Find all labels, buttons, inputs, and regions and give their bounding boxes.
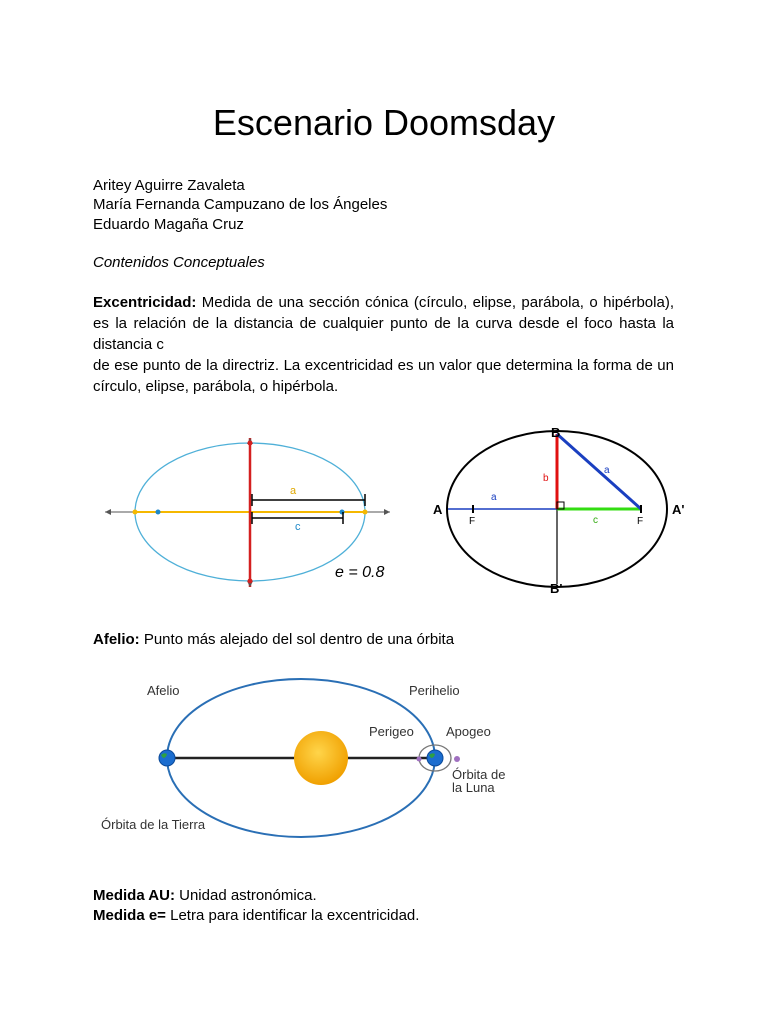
label-perihelio: Perihelio <box>409 683 460 698</box>
label-apogeo: Apogeo <box>446 724 491 739</box>
term-medida-e: Medida e= <box>93 907 166 924</box>
author-2: María Fernanda Campuzano de los Ángeles <box>93 196 388 213</box>
label-B-prime: B' <box>550 581 563 596</box>
section-heading: Contenidos Conceptuales <box>93 254 265 271</box>
moon-perigee <box>417 757 422 762</box>
vertex-bottom <box>248 579 253 584</box>
label-F-right: F <box>637 516 644 527</box>
label-F-left: F <box>469 516 476 527</box>
earth-orbit-figure <box>95 675 525 840</box>
label-a: a <box>290 485 297 497</box>
label-orbita-luna-2: la Luna <box>452 780 495 795</box>
label-A: A <box>433 502 443 517</box>
x-axis-arrow-right <box>384 509 390 515</box>
term-medida-au: Medida AU: <box>93 887 175 904</box>
author-3: Eduardo Magaña Cruz <box>93 216 244 233</box>
label-B: B <box>551 425 561 440</box>
label-c-green: c <box>593 515 598 526</box>
x-axis-arrow-left <box>105 509 111 515</box>
hypotenuse-a <box>557 434 641 509</box>
label-a-hypotenuse: a <box>604 465 610 476</box>
label-afelio: Afelio <box>147 683 180 698</box>
author-1: Aritey Aguirre Zavaleta <box>93 177 245 194</box>
label-c: c <box>295 521 301 533</box>
label-A-prime: A' <box>672 502 685 517</box>
eccentricity-equation: e = 0.8 <box>335 564 385 581</box>
term-afelio: Afelio: <box>93 631 140 648</box>
labeled-ellipse-figure <box>428 422 690 597</box>
label-b: b <box>543 473 549 484</box>
vertex-top <box>248 441 253 446</box>
earth-at-perihelion <box>427 750 443 766</box>
term-excentricidad: Excentricidad: <box>93 294 197 311</box>
medida-e-definition: Medida e= Letra para identificar la excentricidad. <box>93 907 420 924</box>
label-orbita-tierra: Órbita de la Tierra <box>101 817 206 832</box>
moon-apogee <box>454 756 460 762</box>
sun <box>294 731 348 785</box>
vertex-left <box>133 510 138 515</box>
label-perigeo: Perigeo <box>369 724 414 739</box>
eccentricity-ellipse-figure <box>100 435 400 600</box>
medida-au-definition: Medida AU: Unidad astronómica. <box>93 887 317 904</box>
page-title: Escenario Doomsday <box>212 102 556 143</box>
afelio-definition: Afelio: Punto más alejado del sol dentro de una órbita <box>93 631 455 648</box>
earth-at-aphelion <box>159 750 175 766</box>
label-a-axis: a <box>491 492 497 503</box>
excentricidad-definition: Excentricidad: Medida de una sección cónica (círculo, elipse, parábola, o hipérbola), es la relación de la distancia de cualquier punto de la curva desde el foco hasta la distancia c de ese punto de la directriz. La excentricidad es un valor que determina la forma de un círculo, elipse, parábola, o hipérbola. <box>93 294 674 395</box>
label-orbita-luna-1: Órbita de <box>452 767 506 782</box>
vertex-right <box>363 510 368 515</box>
focus-left <box>156 510 161 515</box>
